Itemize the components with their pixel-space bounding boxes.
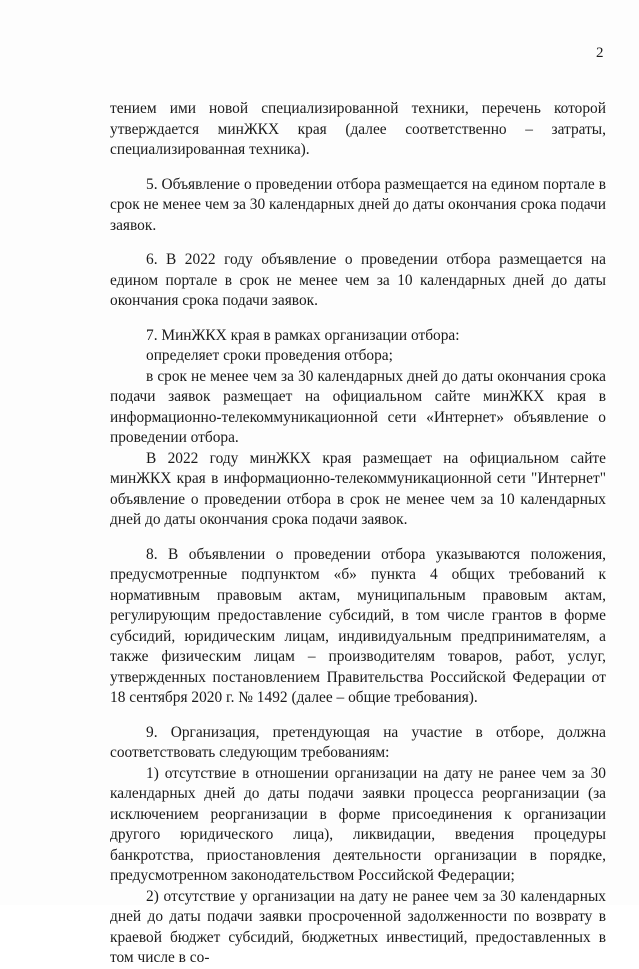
document-body bbox=[110, 99, 606, 969]
paragraph-item-6: 6. В 2022 году объявление о проведении отбора размещается на едином портале в срок не менее чем за 10 календарных дней до даты окончания срока подачи заявок. bbox=[110, 251, 606, 309]
paragraph-item-9: 9. Организация, претендующая на участие в отборе, должна соответствовать следующим требованиям: bbox=[110, 723, 606, 761]
paragraph-item-7-sub-2: в срок не менее чем за 30 календарных дней до даты окончания срока подачи заявок размещает на официальном сайте минЖКХ края в информационно-телекоммуникационной сети «Интернет» объявление о проведении отбора. bbox=[110, 367, 606, 446]
paragraph-item-8: 8. В объявлении о проведении отбора указываются положения, предусмотренные подпунктом «б» пункта 4 общих требований к нормативным правовым актам, муниципальным правовым актам, регулирующим предоставление субсидий, в том числе грантов в форме субсидий, юридическим лицам, индивидуальным предпринимателям, а также физическим лицам – производителям товаров, работ, услуг, утвержденных постановлением Правительства Российской Федерации от 18 сентября 2020 г. № 1492 (далее – общие требования). bbox=[110, 545, 606, 706]
paragraph-item-7-sub-1: определяет сроки проведения отбора; bbox=[146, 347, 393, 364]
paragraph-continuation: тением ими новой специализированной техники, перечень которой утверждается минЖКХ края (далее соответственно – затраты, специализированная техника). bbox=[110, 100, 606, 158]
paragraph-item-9-sub-2: 2) отсутствие у организации на дату не ранее чем за 30 календарных дней до даты подачи заявки просроченной задолженности по возврату в краевой бюджет субсидий, бюджетных инвестиций, предоставленных в том числе в со- bbox=[110, 887, 606, 966]
paragraph-item-5: 5. Объявление о проведении отбора размещается на едином портале в срок не менее чем за 30 календарных дней до даты окончания срока подачи заявок. bbox=[110, 175, 606, 234]
paragraph-item-9-sub-1: 1) отсутствие в отношении организации на дату не ранее чем за 30 календарных дней до даты подачи заявки процесса реорганизации (за исключением реорганизации в форме присоединения к организации другого юридического лица), ликвидации, введения процедуры банкротства, приостановления деятельности организации в порядке, предусмотренном законодательством Российской Федерации; bbox=[110, 764, 606, 884]
page-number: 2 bbox=[596, 45, 604, 61]
paragraph-item-7-sub-3: В 2022 году минЖКХ края размещает на официальном сайте минЖКХ края в информационно-телекоммуникационной сети "Интернет" объявление о проведении отбора в срок не менее чем за 10 календарных дней до даты окончания срока подачи заявок. bbox=[110, 449, 606, 528]
paragraph-item-7: 7. МинЖКХ края в рамках организации отбора: bbox=[146, 326, 460, 344]
